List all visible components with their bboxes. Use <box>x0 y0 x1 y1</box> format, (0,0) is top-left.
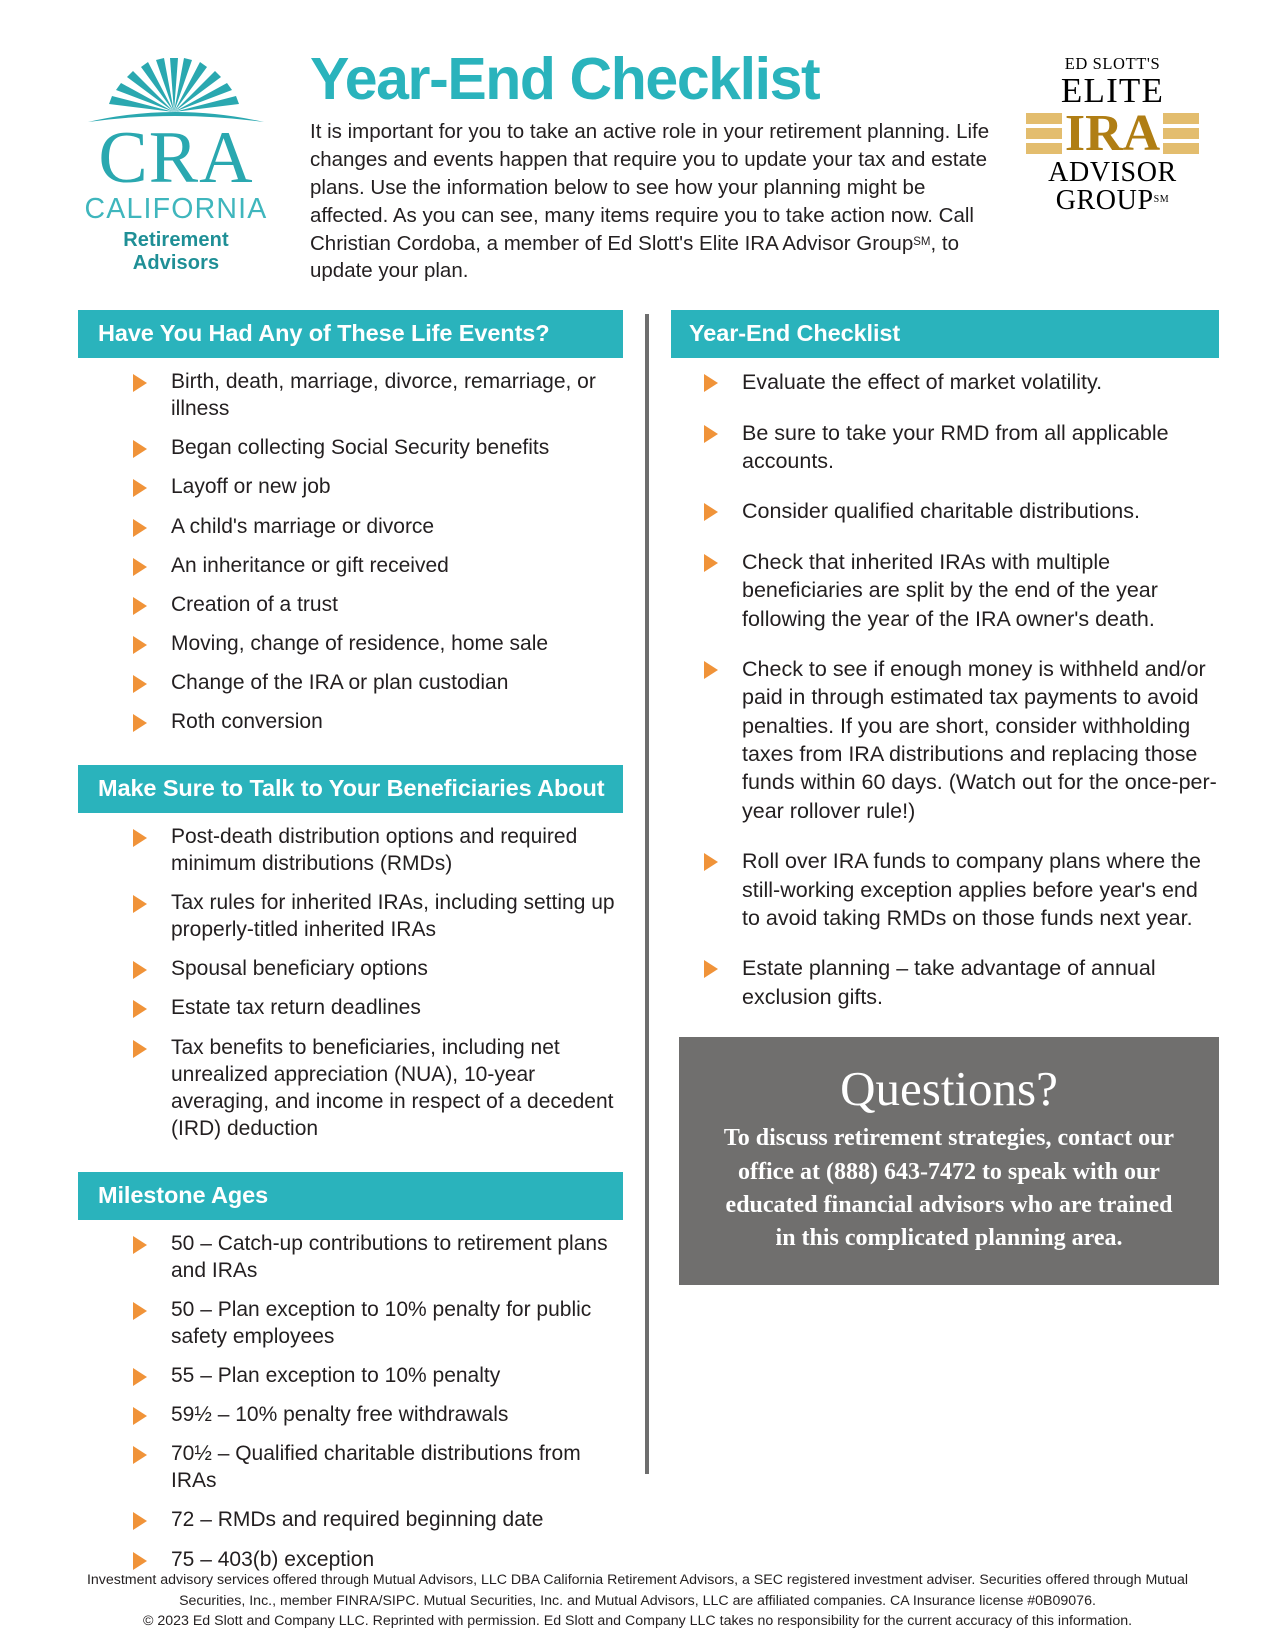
triangle-bullet-icon <box>133 1368 147 1386</box>
list-item <box>133 434 623 461</box>
triangle-bullet-icon <box>704 425 718 443</box>
list-item <box>133 1296 623 1350</box>
list-item-text: Estate tax return deadlines <box>171 996 421 1020</box>
footer-line-2: Securities, Inc., member FINRA/SIPC. Mutual Securities, Inc. and Mutual Advisors, LLC are affiliated companies. CA Insurance license #0B09076. <box>179 1592 1096 1609</box>
triangle-bullet-icon <box>133 374 147 392</box>
year-end-checklist-list <box>671 368 1219 1011</box>
list-item <box>133 552 623 579</box>
triangle-bullet-icon <box>704 661 718 679</box>
intro-paragraph <box>310 118 1000 285</box>
list-item-text: Spousal beneficiary options <box>171 957 428 981</box>
page-header <box>0 0 1275 285</box>
triangle-bullet-icon <box>704 554 718 572</box>
list-item <box>133 1546 623 1573</box>
list-item <box>133 1440 623 1494</box>
advisor-label: ADVISOR <box>1048 157 1177 189</box>
list-item <box>133 1362 623 1389</box>
elite-label: ELITE <box>1060 70 1165 110</box>
list-item-text: Tax rules for inherited IRAs, including setting up properly-titled inherited IRAs <box>171 891 615 942</box>
ed-slott-label: ED SLOTT'S <box>1064 54 1161 73</box>
list-item-text: 50 – Plan exception to 10% penalty for public safety employees <box>171 1297 592 1349</box>
triangle-bullet-icon <box>133 1552 147 1570</box>
list-item <box>704 847 1219 932</box>
content-columns <box>0 285 1275 1602</box>
list-item-text: 72 – RMDs and required beginning date <box>171 1508 544 1532</box>
list-item-text: Birth, death, marriage, divorce, remarriage, or illness <box>171 370 596 421</box>
triangle-bullet-icon <box>133 1000 147 1018</box>
triangle-bullet-icon <box>133 1302 147 1320</box>
list-item <box>133 473 623 500</box>
cra-wordmark: CRA <box>98 117 254 199</box>
list-item <box>704 548 1219 633</box>
list-item <box>133 823 623 877</box>
list-item <box>133 1401 623 1428</box>
intro-text-end: , to update your plan. <box>310 231 959 283</box>
triangle-bullet-icon <box>133 1512 147 1530</box>
triangle-bullet-icon <box>133 519 147 537</box>
left-column <box>78 310 623 1602</box>
list-item-text: Evaluate the effect of market volatility. <box>742 370 1103 395</box>
list-item <box>133 955 623 982</box>
list-item <box>704 655 1219 825</box>
section-header-milestone-ages: Milestone Ages <box>78 1172 623 1220</box>
list-item-text: 59½ – 10% penalty free withdrawals <box>171 1403 509 1427</box>
list-item-text: Tax benefits to beneficiaries, including net unrealized appreciation (NUA), 10-year averaging, and income in respect of a decedent (IRD) deduction <box>171 1035 614 1140</box>
list-item <box>133 708 623 735</box>
gold-bars-icon-right <box>1163 113 1199 154</box>
milestone-ages-list <box>78 1230 623 1573</box>
list-item-text: Check to see if enough money is withheld and/or paid in through estimated tax payments to avoid penalties. If you are short, consider withholding taxes from IRA distributions and replacing those funds within 60 days. (Watch out for the once-per-year rollover rule!) <box>742 656 1217 823</box>
list-item <box>133 630 623 657</box>
triangle-bullet-icon <box>133 829 147 847</box>
footer-disclaimer <box>0 1570 1275 1632</box>
section-header-year-end-checklist: Year-End Checklist <box>671 310 1219 358</box>
list-item-text: An inheritance or gift received <box>171 553 449 577</box>
questions-body-text: To discuss retirement strategies, contact our office at (888) 643-7472 to speak with our educated financial advisors who are trained in this complicated planning area. <box>723 1125 1175 1251</box>
triangle-bullet-icon <box>704 503 718 521</box>
questions-title: Questions? <box>840 1061 1058 1116</box>
footer-line-3: © 2023 Ed Slott and Company LLC. Reprinted with permission. Ed Slott and Company LLC takes no responsibility for the current accuracy of this information. <box>142 1613 1133 1630</box>
list-item-text: 50 – Catch-up contributions to retirement plans and IRAs <box>171 1231 608 1282</box>
vertical-divider <box>645 314 649 1474</box>
list-item <box>133 591 623 618</box>
list-item <box>704 954 1219 1011</box>
list-item <box>133 513 623 540</box>
triangle-bullet-icon <box>704 960 718 978</box>
life-events-list <box>78 368 623 735</box>
right-column <box>671 310 1219 1602</box>
group-label: GROUP <box>1055 185 1154 217</box>
group-label-wrap <box>1020 187 1205 215</box>
triangle-bullet-icon <box>133 558 147 576</box>
list-item <box>704 368 1219 396</box>
list-item <box>133 1230 623 1284</box>
group-sm-mark: SM <box>1153 194 1170 206</box>
list-item-text: Layoff or new job <box>171 475 331 499</box>
triangle-bullet-icon <box>704 374 718 392</box>
triangle-bullet-icon <box>133 895 147 913</box>
sunburst-icon <box>86 50 266 124</box>
intro-sm-mark: SM <box>913 235 931 248</box>
footer-line-1: Investment advisory services offered through Mutual Advisors, LLC DBA California Retirement Advisors, a SEC registered investment adviser. Securities offered through Mutual <box>86 1572 1189 1589</box>
triangle-bullet-icon <box>133 714 147 732</box>
triangle-bullet-icon <box>133 1040 147 1058</box>
list-item <box>704 419 1219 476</box>
list-item-text: 55 – Plan exception to 10% penalty <box>171 1364 501 1388</box>
list-item-text: Estate planning – take advantage of annual exclusion gifts. <box>742 956 1156 1009</box>
list-item <box>133 669 623 696</box>
triangle-bullet-icon <box>133 1407 147 1425</box>
triangle-bullet-icon <box>133 675 147 693</box>
beneficiaries-list <box>78 823 623 1142</box>
list-item <box>133 368 623 422</box>
triangle-bullet-icon <box>133 1236 147 1254</box>
section-header-life-events: Have You Had Any of These Life Events? <box>78 310 623 358</box>
triangle-bullet-icon <box>133 597 147 615</box>
triangle-bullet-icon <box>704 853 718 871</box>
list-item-text: Post-death distribution options and required minimum distributions (RMDs) <box>171 825 578 876</box>
triangle-bullet-icon <box>133 479 147 497</box>
page-title: Year-End Checklist <box>310 46 820 112</box>
list-item-text: Began collecting Social Security benefits <box>171 436 550 460</box>
column-gap <box>623 310 671 1602</box>
section-header-beneficiaries: Make Sure to Talk to Your Beneficiaries About <box>78 765 623 813</box>
header-text-block <box>274 46 1020 285</box>
list-item-text: Consider qualified charitable distributions. <box>742 499 1140 524</box>
list-item <box>133 994 623 1021</box>
triangle-bullet-icon <box>133 636 147 654</box>
list-item <box>133 1034 623 1142</box>
list-item <box>704 497 1219 525</box>
list-item-text: Creation of a trust <box>171 592 338 616</box>
list-item-text: Moving, change of residence, home sale <box>171 631 549 655</box>
list-item-text: Roth conversion <box>171 709 323 733</box>
questions-callout-box <box>679 1037 1219 1285</box>
list-item-text: Check that inherited IRAs with multiple beneficiaries are split by the end of the year following the year of the IRA owner's death. <box>742 549 1158 631</box>
cra-logo <box>78 50 274 275</box>
cra-california-label: CALIFORNIA <box>84 193 268 226</box>
intro-text: It is important for you to take an active role in your retirement planning. Life changes and events happen that require you to update your tax and estate plans. Use the information below to see how your planning might be affected. As you can see, many items require you to take action now. Call Christian Cordoba, a member of Ed Slott's Elite IRA Advisor Group <box>310 120 990 255</box>
list-item <box>133 889 623 943</box>
list-item <box>133 1506 623 1533</box>
list-item-text: Change of the IRA or plan custodian <box>171 670 509 694</box>
gold-bars-icon <box>1026 113 1062 154</box>
cra-tagline: Retirement Advisors <box>123 229 229 275</box>
triangle-bullet-icon <box>133 1446 147 1464</box>
triangle-bullet-icon <box>133 961 147 979</box>
list-item-text: 75 – 403(b) exception <box>171 1547 375 1571</box>
ed-slott-elite-ira-advisor-group-logo <box>1020 56 1205 215</box>
triangle-bullet-icon <box>133 440 147 458</box>
list-item-text: A child's marriage or divorce <box>171 514 435 538</box>
ira-mark-row <box>1020 104 1205 162</box>
list-item-text: 70½ – Qualified charitable distributions from IRAs <box>171 1442 581 1493</box>
list-item-text: Roll over IRA funds to company plans where the still-working exception applies before year's end to avoid taking RMDs on those funds next year. <box>742 849 1201 930</box>
ira-label: IRA <box>1064 104 1161 162</box>
list-item-text: Be sure to take your RMD from all applicable accounts. <box>742 420 1169 473</box>
